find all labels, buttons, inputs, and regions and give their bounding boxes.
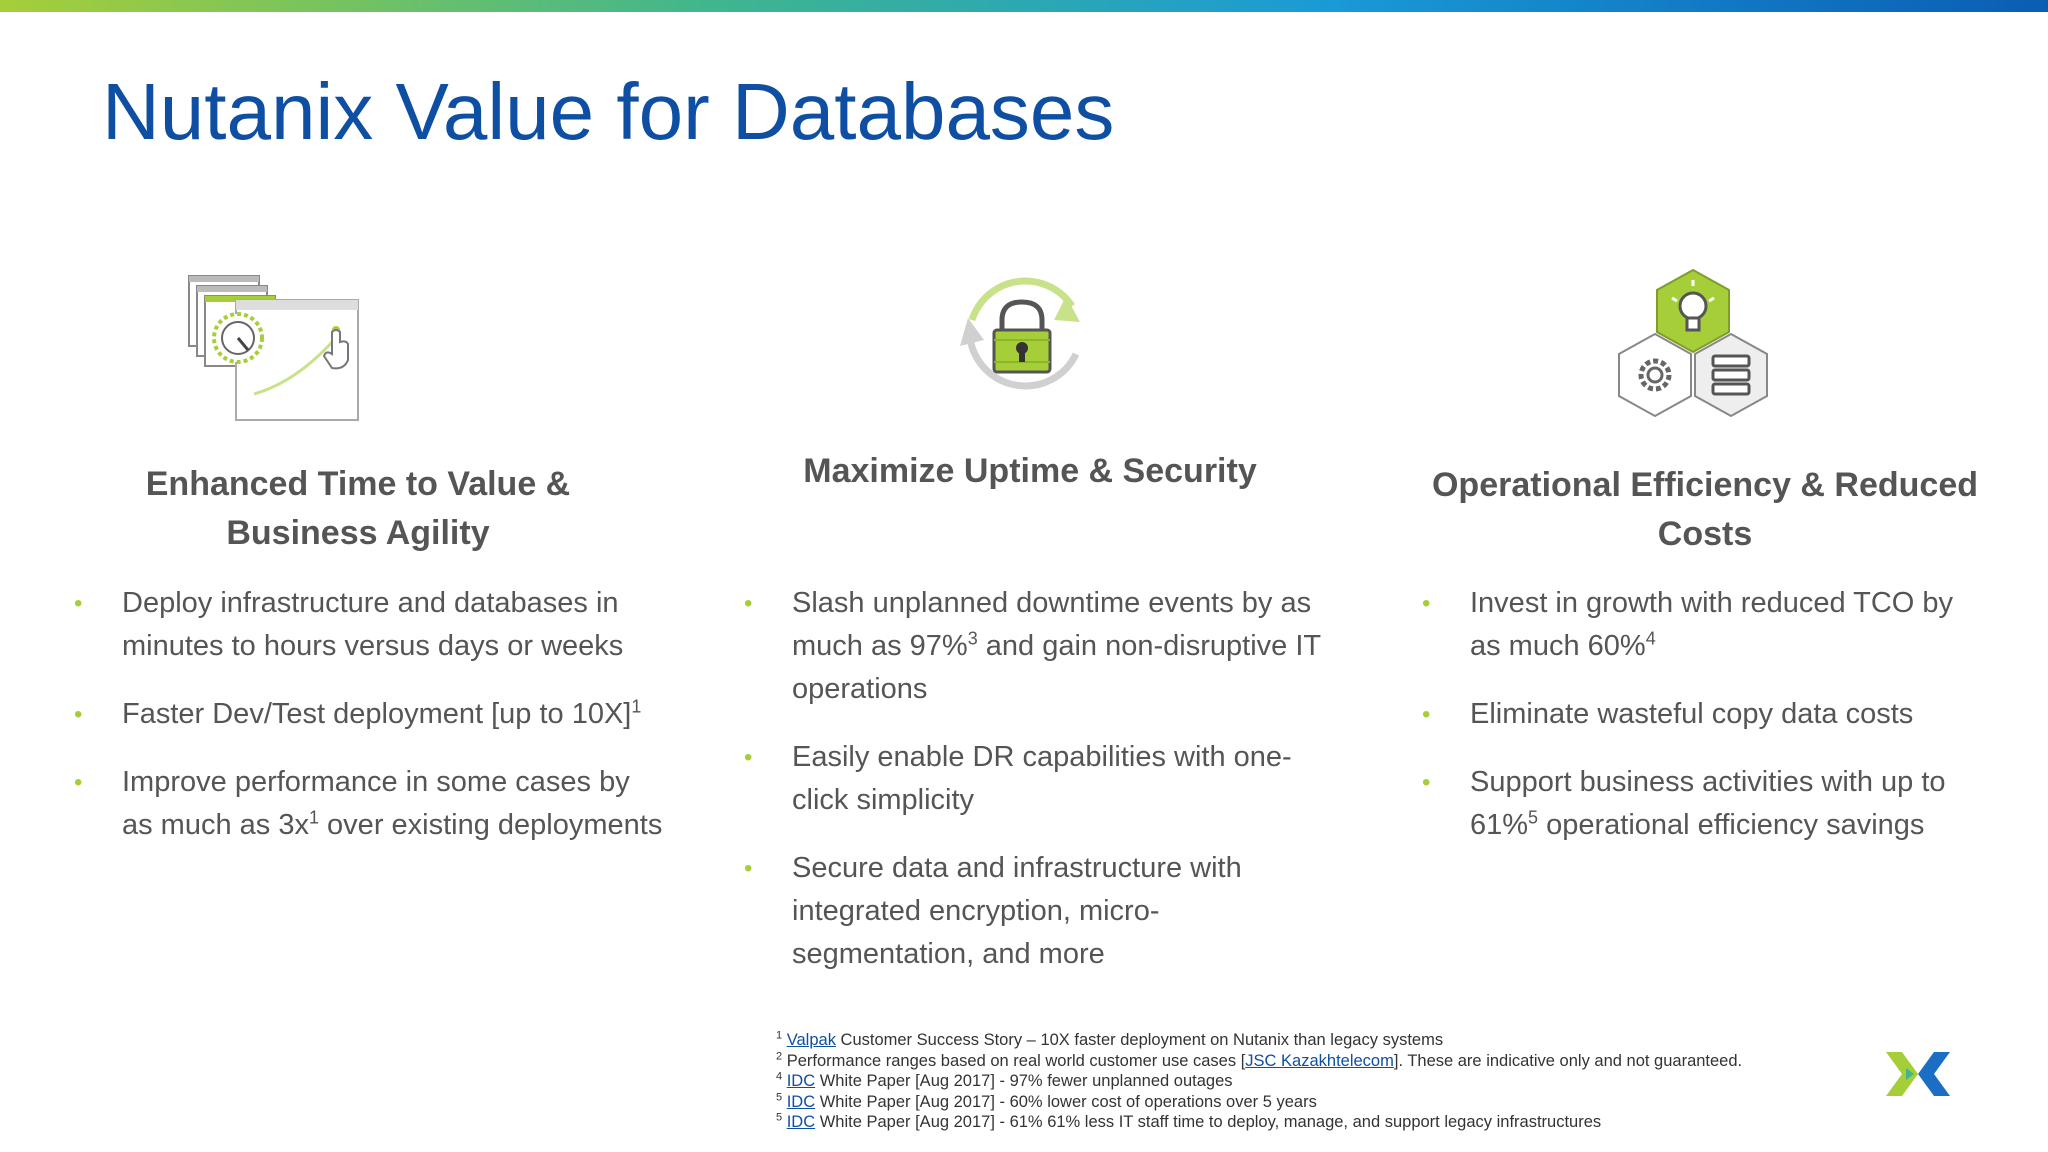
bullet-list-operational-efficiency bbox=[1422, 582, 1982, 872]
bullet-dot: • bbox=[744, 744, 753, 771]
footnote-link-jsc-kazakhtelecom[interactable]: JSC Kazakhtelecom bbox=[1245, 1051, 1394, 1070]
footnote-link-valpak[interactable]: Valpak bbox=[786, 1031, 836, 1049]
hexagon-efficiency-icon bbox=[1612, 266, 1772, 431]
superscript-ref: 3 bbox=[967, 628, 978, 649]
footnote: $^5$ IDC White Paper [Aug 2017] - 60% lower cost of operations over 5 years bbox=[776, 1091, 1317, 1111]
page-title: Nutanix Value for Databases bbox=[102, 67, 1115, 156]
list-item: • Easily enable DR capabilities with one-click simplicity bbox=[744, 736, 1329, 822]
list-item: • Faster Dev/Test deployment [up to 10X]$^1$ bbox=[74, 693, 664, 736]
bullet-dot: • bbox=[1422, 701, 1431, 728]
bullet-dot: • bbox=[1422, 590, 1431, 617]
lock-cycle-icon bbox=[946, 262, 1098, 419]
bullet-dot: • bbox=[1422, 769, 1431, 796]
column-heading-time-to-value bbox=[96, 460, 620, 558]
bullet-dot: • bbox=[74, 701, 83, 728]
footnote: $^1$ Valpak Customer Success Story – 10X faster deployment on Nutanix than legacy systems bbox=[776, 1029, 1444, 1049]
list-item: • Deploy infrastructure and databases in minutes to hours versus days or weeks bbox=[74, 582, 664, 668]
list-item: • Support business activities with up to 61%$^5$ operational efficiency savings bbox=[1422, 761, 1982, 847]
heading-line: Enhanced Time to Value & bbox=[145, 465, 571, 503]
list-item: • Slash unplanned downtime events by as much as 97%$^3$ and gain non-disruptive IT operations bbox=[744, 582, 1329, 711]
footnote-link-idc[interactable]: IDC bbox=[786, 1092, 816, 1111]
heading-line: Business Agility bbox=[226, 514, 490, 552]
heading-line: Costs bbox=[1657, 515, 1753, 553]
bullet-dot: • bbox=[74, 769, 83, 796]
superscript-ref: 1 bbox=[308, 807, 319, 828]
column-heading-operational-efficiency bbox=[1410, 461, 2000, 559]
footnotes bbox=[776, 1030, 1876, 1133]
column-heading-uptime-security bbox=[760, 447, 1300, 496]
heading-line: Maximize Uptime & Security bbox=[803, 452, 1257, 490]
superscript-ref: 4 bbox=[1645, 628, 1656, 649]
footnote: $^4$ IDC White Paper [Aug 2017] - 97% fewer unplanned outages bbox=[776, 1070, 1233, 1090]
bullet-list-time-to-value bbox=[74, 582, 664, 872]
bullet-list-uptime-security bbox=[744, 582, 1329, 1001]
bullet-dot: • bbox=[744, 590, 753, 617]
nutanix-logo-icon bbox=[1884, 1050, 1952, 1103]
dashboard-speed-icon bbox=[186, 272, 361, 429]
footnote-link-idc[interactable]: IDC bbox=[786, 1072, 816, 1090]
heading-line: Operational Efficiency & Reduced bbox=[1431, 466, 1979, 504]
footnote-link-idc[interactable]: IDC bbox=[786, 1113, 816, 1131]
bullet-dot: • bbox=[74, 590, 83, 617]
list-item: • Eliminate wasteful copy data costs bbox=[1422, 693, 1982, 736]
gradient-top-bar bbox=[0, 0, 2048, 12]
list-item: • Improve performance in some cases by as much as $3x^1$ over existing deployments bbox=[74, 761, 664, 847]
footnote: $^2$ Performance ranges based on real world customer use cases [JSC Kazakhtelecom]. These are indicative only and not guaranteed. bbox=[776, 1050, 1743, 1070]
list-item: • Invest in growth with reduced TCO by as much 60%$^4$ bbox=[1422, 582, 1982, 668]
list-item: • Secure data and infrastructure with integrated encryption, micro-segmentation, and more bbox=[744, 847, 1329, 976]
superscript-ref: 5 bbox=[1528, 807, 1539, 828]
bullet-dot: • bbox=[744, 855, 753, 882]
footnote: $^5$ IDC White Paper [Aug 2017] - 61% 61% less IT staff time to deploy, manage, and support legacy infrastructures bbox=[776, 1111, 1602, 1131]
superscript-ref: 1 bbox=[631, 696, 642, 717]
